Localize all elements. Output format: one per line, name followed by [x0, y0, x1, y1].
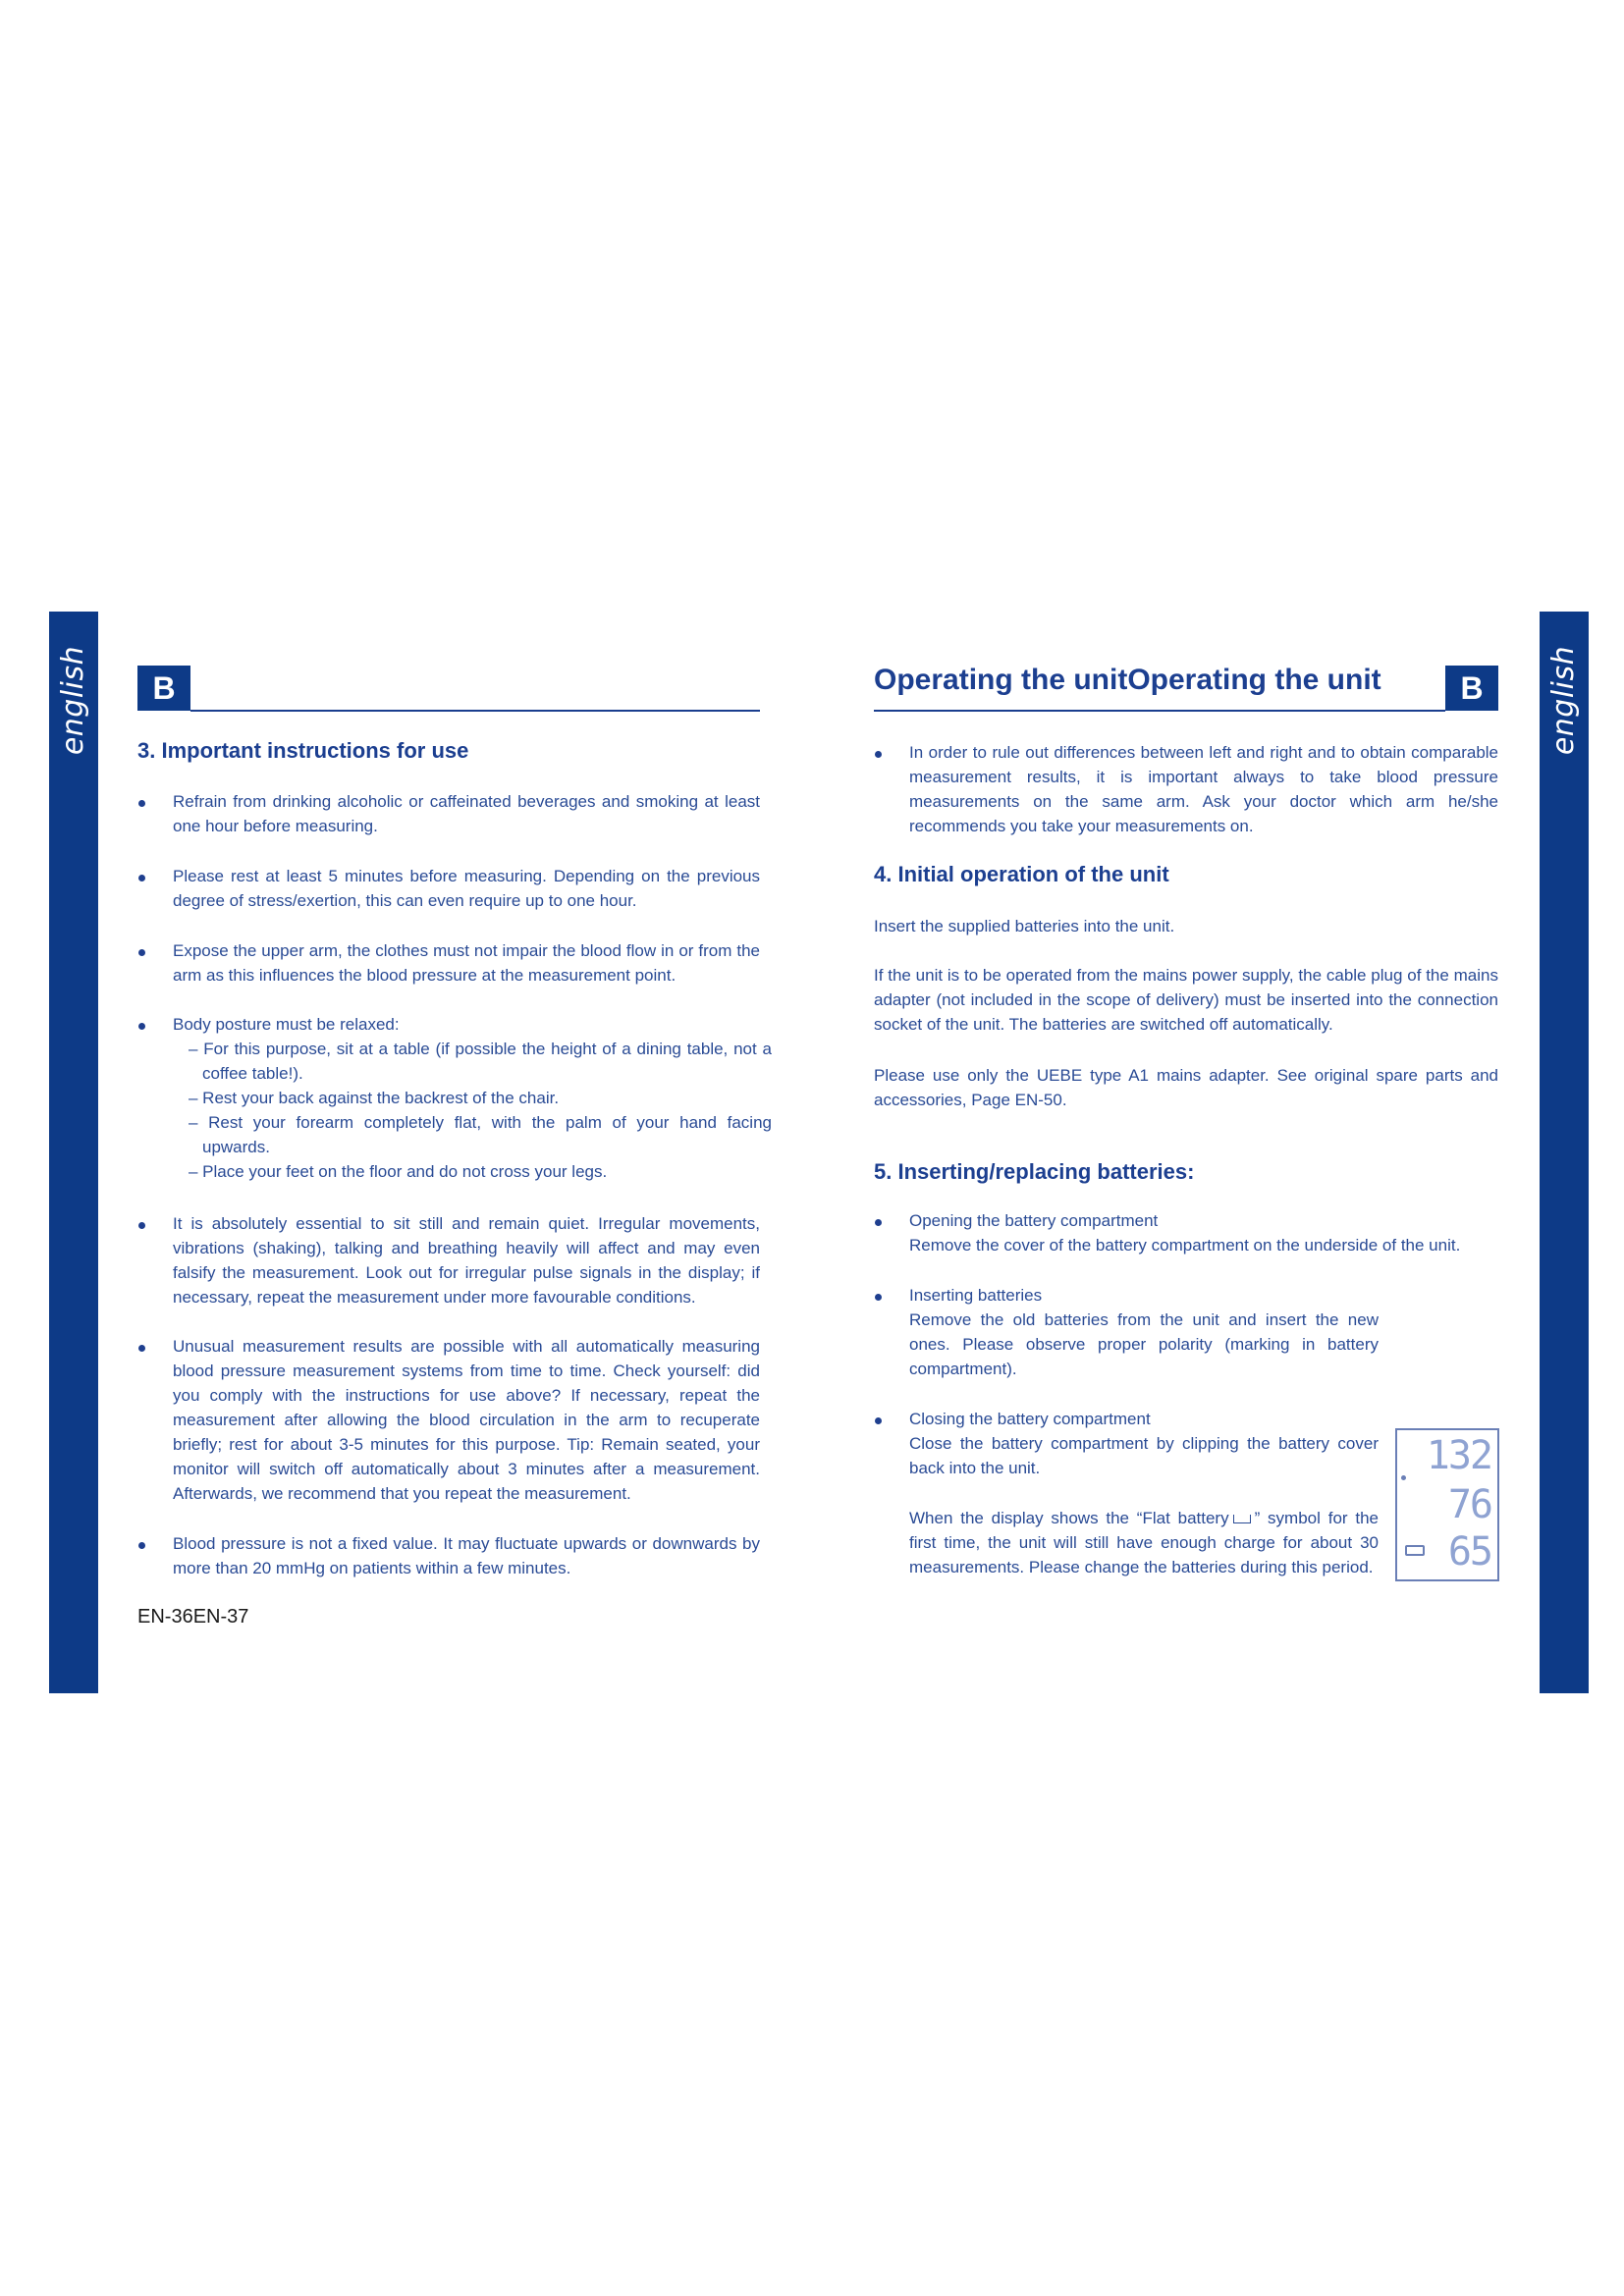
- page-title: Operating the unitOperating the unit: [874, 664, 1381, 696]
- section-heading-3: 3. Important instructions for use: [137, 738, 469, 763]
- posture-item: – Rest your forearm completely flat, with the palm of your hand facing upwards.: [189, 1113, 772, 1156]
- bullet-item: Refrain from drinking alcoholic or caffeinated beverages and smoking at least one hour before measuring.: [173, 792, 760, 835]
- bullet-dot: [138, 1023, 145, 1030]
- bullet-item: In order to rule out differences between left and right and to obtain comparable measurement results, it is important always to take blood pressure measurements on the same arm. Ask your doctor which arm he/she recommends you take your measurements on.: [909, 743, 1498, 835]
- bullet-dot: [875, 751, 882, 758]
- left-language-tab: [49, 612, 98, 1693]
- bullet-item: Please rest at least 5 minutes before measuring. Depending on the previous degree of stress/exertion, this can even require up to one hour.: [173, 867, 760, 910]
- paragraph: Insert the supplied batteries into the unit.: [874, 917, 1175, 935]
- lcd-pulse: 65: [1447, 1529, 1491, 1575]
- section-badge-left: B: [137, 666, 190, 711]
- bullet-item: It is absolutely essential to sit still and remain quiet. Irregular movements, vibrations (shaking), talking and breathing heavily will affect and may even falsify the measurement. Look out for irregular pulse signals in the display; if necessary, repeat the measurement under more favourable conditions.: [173, 1214, 760, 1307]
- posture-item: – For this purpose, sit at a table (if possible the height of a dining table, not a coffee table!).: [189, 1040, 772, 1083]
- step-text: Remove the cover of the battery compartment on the underside of the unit.: [909, 1236, 1461, 1255]
- right-language-tab: [1540, 612, 1589, 1693]
- bullet-item: Blood pressure is not a fixed value. It may fluctuate upwards or downwards by more than 20 mmHg on patients within a few minutes.: [173, 1534, 760, 1577]
- bullet-item: Body posture must be relaxed:: [173, 1015, 400, 1034]
- bullet-dot: [138, 800, 145, 807]
- lcd-display-illustration: [1395, 1428, 1499, 1581]
- bullet-dot: [875, 1219, 882, 1226]
- bullet-dot: [138, 1222, 145, 1229]
- bullet-dot: [875, 1417, 882, 1424]
- bullet-item: Unusual measurement results are possible with all automatically measuring blood pressure measurement systems from time to time. Check yourself: did you comply with the instructions for use above? If necessary, repeat the measurement after allowing the blood circulation in the arm to recuperate briefly; rest for about 3-5 minutes for this purpose. Tip: Remain seated, your monitor will switch off automatically about 3 minutes after a measurement. Afterwards, we recommend that you repeat the measurement.: [173, 1337, 760, 1503]
- paragraph: Please use only the UEBE type A1 mains adapter. See original spare parts and accessories, Page EN-50.: [874, 1066, 1498, 1109]
- battery-icon: [1233, 1515, 1251, 1523]
- step-title: Opening the battery compartment: [909, 1211, 1159, 1230]
- bullet-dot: [138, 1345, 145, 1352]
- lcd-systolic: 132: [1426, 1433, 1491, 1478]
- lcd-diastolic: 76: [1447, 1482, 1491, 1527]
- section-badge-right: B: [1445, 666, 1498, 711]
- posture-item: – Rest your back against the backrest of the chair.: [189, 1089, 560, 1107]
- step-title: Inserting batteries: [909, 1286, 1043, 1305]
- battery-step: [909, 1407, 1379, 1480]
- section-heading-5: 5. Inserting/replacing batteries:: [874, 1159, 1195, 1184]
- battery-step: [909, 1208, 1498, 1257]
- step-title: Closing the battery compartment: [909, 1410, 1151, 1428]
- bullet-dot: [138, 1542, 145, 1549]
- bullet-item: Expose the upper arm, the clothes must not impair the blood flow in or from the arm as this influences the blood pressure at the measurement point.: [173, 941, 760, 985]
- bullet-dot: [875, 1294, 882, 1301]
- paragraph: If the unit is to be operated from the mains power supply, the cable plug of the mains adapter (not included in the scope of delivery) must be inserted into the connection socket of the unit. The batteries are switched off automatically.: [874, 966, 1498, 1034]
- step-text: Remove the old batteries from the unit and insert the new ones. Please observe proper polarity (marking in battery compartment).: [909, 1310, 1379, 1378]
- posture-list: [173, 1012, 772, 1184]
- flat-battery-text-end: ” symbol for the first time, the unit will still have enough charge for about 30 measurements. Please change the batteries during this period.: [909, 1509, 1379, 1576]
- flat-battery-note: [909, 1506, 1379, 1579]
- posture-item: – Place your feet on the floor and do not cross your legs.: [189, 1162, 608, 1181]
- battery-step: [909, 1283, 1379, 1381]
- step-text: Close the battery compartment by clipping the battery cover back into the unit.: [909, 1434, 1379, 1477]
- bullet-dot: [138, 875, 145, 881]
- heart-indicator-icon: [1401, 1475, 1406, 1480]
- flat-battery-text-start: When the display shows the “Flat battery: [909, 1509, 1229, 1527]
- header-rule-right: [874, 710, 1445, 712]
- side-language-label: english: [56, 645, 91, 755]
- bullet-dot: [138, 949, 145, 956]
- header-rule-left: [190, 710, 760, 712]
- page-number-footer: EN-36EN-37: [137, 1606, 249, 1628]
- section-heading-4: 4. Initial operation of the unit: [874, 862, 1169, 886]
- side-language-label: english: [1546, 645, 1582, 755]
- flat-battery-icon: [1405, 1545, 1425, 1556]
